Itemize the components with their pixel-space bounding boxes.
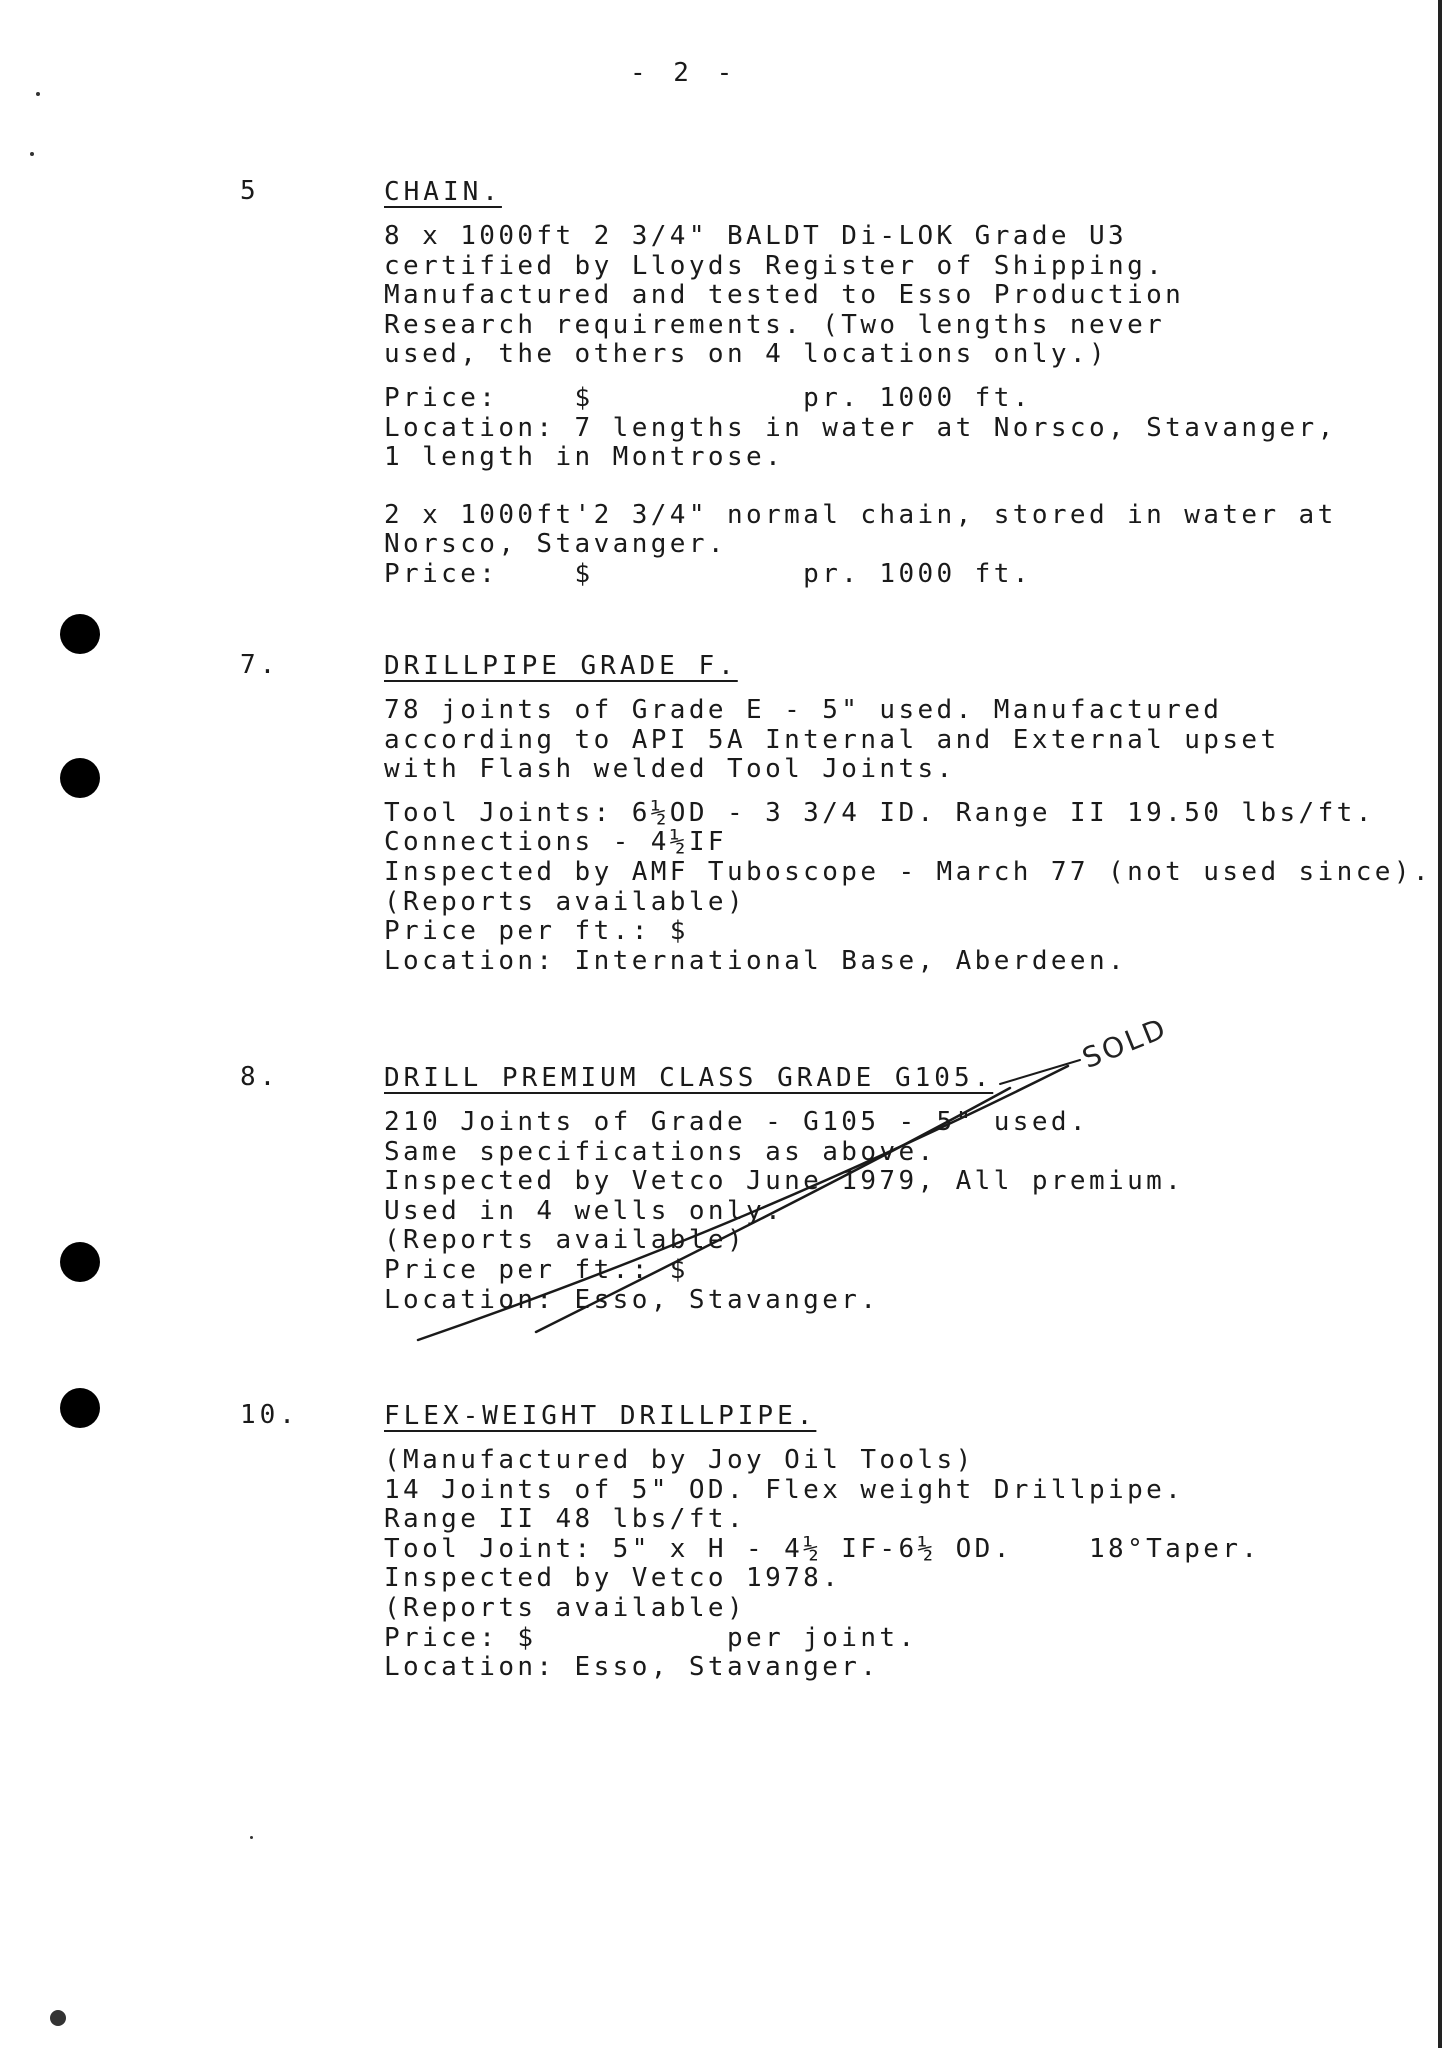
speck (250, 1836, 253, 1839)
text-line: Tool Joints: 6½OD - 3 3/4 ID. Range II 19.50 lbs/ft. (384, 797, 1375, 828)
text-line: (Manufactured by Joy Oil Tools) (384, 1445, 975, 1475)
text-line: Location: Esso, Stavanger. (384, 1284, 880, 1315)
section-chain (240, 176, 1424, 590)
section-heading: DRILLPIPE GRADE F. (384, 651, 738, 681)
text-line: Price: $ pr. 1000 ft. (384, 558, 1032, 589)
text-line: Price: $ pr. 1000 ft. (384, 382, 1032, 413)
section-number: 8. (240, 1062, 280, 1092)
text-line: 1 length in Montrose. (384, 442, 785, 473)
text-line: 8 x 1000ft 2 3/4" BALDT Di-LOK Grade U3 (384, 221, 1128, 251)
punch-hole (60, 1242, 100, 1282)
section-drillpipe-grade-f (240, 650, 1432, 976)
section-heading: FLEX-WEIGHT DRILLPIPE. (384, 1401, 817, 1431)
text-line: (Reports available) (384, 1592, 747, 1623)
text-line: Location: International Base, Aberdeen. (384, 945, 1128, 976)
page-edge (1438, 0, 1442, 2048)
text-line: 210 Joints of Grade - G105 - 5" used. (384, 1107, 1089, 1137)
speck (50, 2010, 66, 2026)
text-line: used, the others on 4 locations only.) (384, 339, 1109, 370)
text-line: according to API 5A Internal and External upset (384, 724, 1280, 755)
text-line: Range II 48 lbs/ft. (384, 1504, 747, 1535)
speck (36, 92, 40, 96)
text-line: (Reports available) (384, 886, 747, 917)
text-line: Price: $ per joint. (384, 1622, 918, 1653)
text-line: certified by Lloyds Register of Shipping. (384, 250, 1166, 281)
text-line: Same specifications as above. (384, 1136, 937, 1167)
section-number: 7. (240, 650, 280, 680)
section-number: 10. (240, 1400, 299, 1430)
section-heading: CHAIN. (384, 177, 502, 207)
text-line: with Flash welded Tool Joints. (384, 754, 956, 785)
text-line: Tool Joint: 5" x H - 4½ IF-6½ OD. 18°Taper. (384, 1533, 1261, 1564)
speck (30, 152, 34, 156)
text-line: Research requirements. (Two lengths never (384, 309, 1166, 340)
section-number: 5 (240, 176, 260, 206)
page-number: - 2 - (630, 58, 739, 88)
text-line: Connections - 4½IF (384, 827, 727, 858)
text-line: Used in 4 wells only. (384, 1195, 785, 1226)
punch-hole (60, 758, 100, 798)
text-line: 78 joints of Grade E - 5" used. Manufactured (384, 695, 1223, 725)
text-line: Norsco, Stavanger. (384, 529, 727, 560)
sold-annotation: SOLD (1077, 1011, 1173, 1075)
text-line: Location: Esso, Stavanger. (384, 1652, 880, 1683)
section-heading: DRILL PREMIUM CLASS GRADE G105. (384, 1063, 994, 1093)
section-drill-premium-class (240, 1062, 1424, 1315)
text-line: 2 x 1000ft'2 3/4" normal chain, stored in water at (384, 499, 1337, 530)
text-line: (Reports available) (384, 1225, 747, 1256)
section-flex-weight-drillpipe (240, 1400, 1424, 1683)
text-line: Inspected by Vetco 1978. (384, 1563, 842, 1594)
punch-hole (60, 1388, 100, 1428)
text-line: Inspected by AMF Tuboscope - March 77 (not used since). (384, 856, 1432, 887)
text-line: Price per ft.: $ (384, 916, 689, 947)
text-line: Location: 7 lengths in water at Norsco, Stavanger, (384, 412, 1337, 443)
text-line: Inspected by Vetco June 1979, All premium. (384, 1166, 1185, 1197)
text-line: Price per ft.: $ (384, 1254, 689, 1285)
punch-hole (60, 614, 100, 654)
text-line: Manufactured and tested to Esso Production (384, 280, 1185, 311)
text-line: 14 Joints of 5" OD. Flex weight Drillpipe. (384, 1474, 1185, 1505)
